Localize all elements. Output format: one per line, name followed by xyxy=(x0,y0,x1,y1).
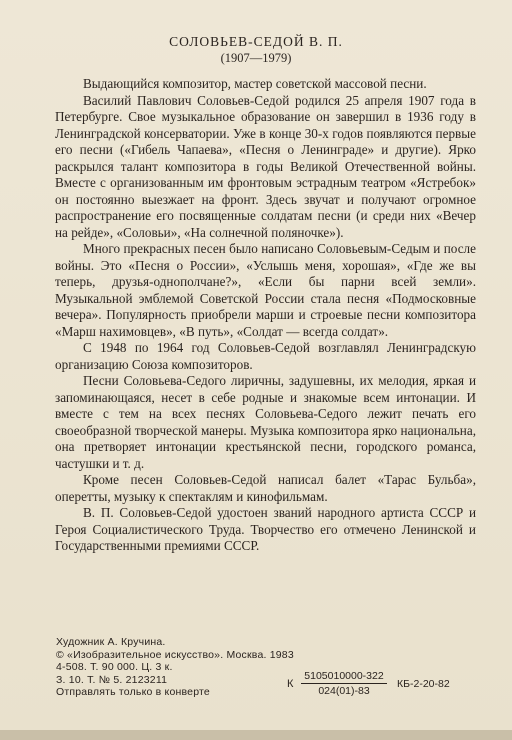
biography-text xyxy=(55,76,476,555)
index-denominator: 024(01)-83 xyxy=(318,685,370,697)
paragraph-early-life: Василий Павлович Соловьев-Седой родился 25 апреля 1907 года в Петербурге. Свое музыкальное образование он завершил в 1936 году в Ленинградской консерватории. Уже в конце 30-х годов появляются первые его песни («Гибель Чапаева», «Песня о Ленинграде» и другие). Ярко раскрылся талант композитора в годы Великой Отечественной войны. Вместе с организованным им фронтовым эстрадным театром «Ястребок» он постоянно выезжает на фронт. Здесь звучат и получают огромное распространение его посвященные солдатам песни (и среди них «Вечер на рейде», «Соловьи», «На солнечной поляночке»). xyxy=(55,92,476,240)
paragraph-awards: В. П. Соловьев-Седой удостоен званий народного артиста СССР и Героя Социалистического Труда. Творчество его отмечено Ленинской и Государственными премиями СССР. xyxy=(55,505,476,553)
index-numerator: 5105010000-322 xyxy=(301,670,387,684)
publisher-line: © «Изобразительное искусство». Москва. 1983 xyxy=(56,648,294,661)
paragraph-postwar: Много прекрасных песен было написано Соловьевым-Седым и после войны. Это «Песня о России», «Услышь меня, хорошая», «Где же вы теперь, друзья-однополчане?», «Если бы парни всей земли». Музыкальной эмблемой Советской России стала песня «Подмосковные вечера». Популярность приобрели марши и строевые песни композитора «Марш нахимовцев», «В путь», «Солдат — всегда солдат». xyxy=(55,241,476,339)
index-fraction xyxy=(301,670,387,697)
colophon xyxy=(56,636,294,699)
paragraph-other-works: Кроме песен Соловьев-Седой написал балет «Тарас Бульба», оперетты, музыку к спектаклям и кинофильмам. xyxy=(55,472,476,504)
index-code: КБ-2-20-82 xyxy=(397,678,450,690)
print-run-line: 4-508. Т. 90 000. Ц. 3 к. xyxy=(56,661,173,673)
order-line: З. 10. Т. № 5. 2123211 xyxy=(56,673,168,686)
life-years: (1907—1979) xyxy=(220,51,292,65)
page-title: СОЛОВЬЕВ-СЕДОЙ В. П. xyxy=(169,34,343,49)
mailing-note: Отправлять только в конверте xyxy=(56,686,210,698)
paragraph-style: Песни Соловьева-Седого лиричны, задушевны, их мелодия, яркая и запоминающаяся, несет в себе родные и знакомые всем интонации. И вместе с тем на всех песнях Соловьева-Седого лежит печать его своеобразной творческой манеры. Музыка композитора ярко национальна, она претворяет интонации крестьянской песни, городского романса, частушки и т. д. xyxy=(55,373,476,471)
artist-credit: Художник А. Кручина. xyxy=(56,636,166,648)
paragraph-intro: Выдающийся композитор, мастер советской массовой песни. xyxy=(83,76,427,91)
paragraph-union: С 1948 по 1964 год Соловьев-Седой возглавлял Ленинградскую организацию Союза композиторов. xyxy=(55,340,476,372)
index-prefix: К xyxy=(287,678,294,690)
